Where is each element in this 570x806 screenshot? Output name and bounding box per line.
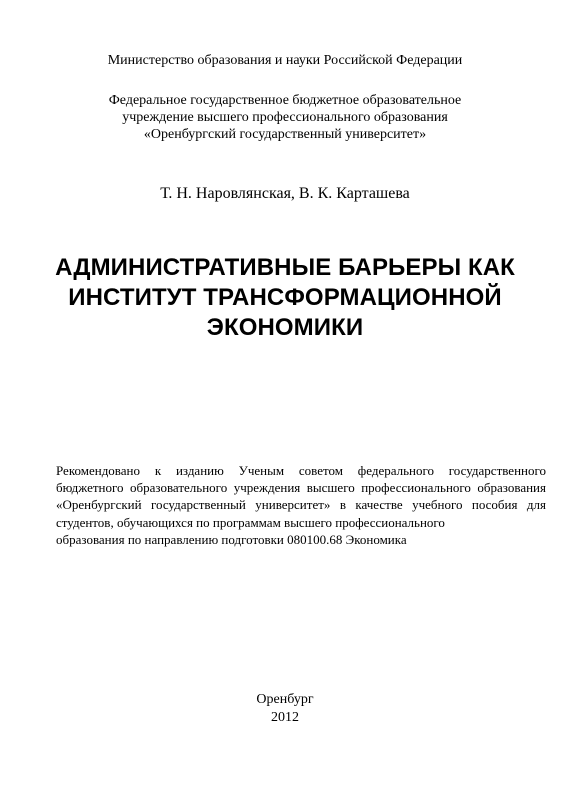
recommendation-last-line: образования по направлению подготовки 080100.68 Экономика: [56, 531, 407, 547]
institution-line-3: «Оренбургский государственный университет»: [143, 127, 427, 142]
publication-city: Оренбург: [256, 692, 314, 707]
institution-line-2: учреждение высшего профессионального образования: [122, 110, 448, 125]
ministry-name: Министерство образования и науки Российской Федерации: [107, 53, 463, 68]
institution-line-1: Федеральное государственное бюджетное образовательное: [108, 93, 462, 108]
book-title-line-1: АДМИНИСТРАТИВНЫЕ БАРЬЕРЫ КАК: [55, 254, 515, 281]
authors: Т. Н. Наровлянская, В. К. Карташева: [160, 185, 410, 202]
book-title-line-2: ИНСТИТУТ ТРАНСФОРМАЦИОННОЙ: [68, 284, 502, 311]
book-title-line-3: ЭКОНОМИКИ: [206, 314, 364, 341]
recommendation-paragraph: [56, 462, 546, 548]
recommendation-body: Рекомендовано к изданию Ученым советом федерального государственного бюджетного образовательного учреждения высшего профессионального образования «Оренбургский государственный университет» в качестве учебного пособия для студентов, обучающихся по программам высшего профессионального: [56, 463, 546, 530]
publication-year: 2012: [271, 710, 299, 725]
